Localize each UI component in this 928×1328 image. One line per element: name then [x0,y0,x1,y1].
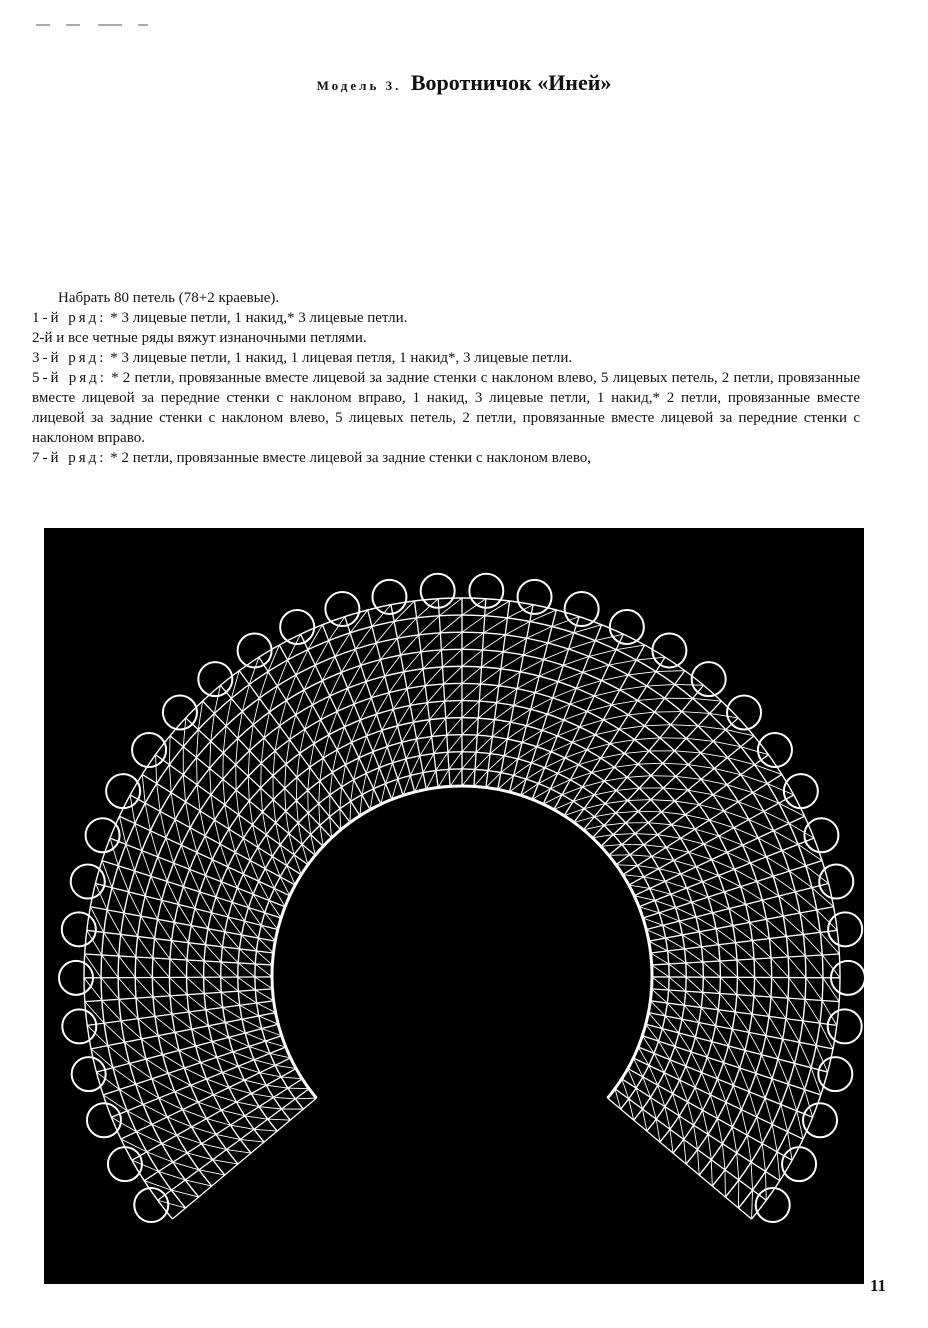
knitting-instructions [32,288,860,468]
cast-on-line: Набрать 80 петель (78+2 краевые). [58,290,280,306]
instruction-row-1: 1-й ряд: * 3 лицевые петли, 1 накид,* 3 лицевые петли. [32,310,408,326]
instruction-row-7: 7-й ряд: * 2 петли, провязанные вместе лицевой за задние стенки с наклоном влево, [32,450,592,466]
lace-collar-image [44,528,864,1284]
page-title [0,70,928,96]
instruction-row-2: 2-й и все четные ряды вяжут изнаночными петлями. [32,330,367,346]
lace-pattern [59,574,864,1222]
page-number: 11 [869,1276,886,1295]
collar-photo [44,528,864,1284]
instruction-row-3: 3-й ряд: * 3 лицевые петли, 1 накид, 1 лицевая петля, 1 накид*, 3 лицевые петли. [32,350,573,366]
collar-name: Воротничок «Иней» [410,70,612,95]
scan-marks [36,14,166,18]
instruction-row-5: 5-й ряд: * 2 петли, провязанные вместе лицевой за задние стенки с наклоном влево, 5 лицевых петель, 2 петли, провязанные вместе лицевой за передние стенки с наклоном вправо, 1 накид, 3 лицевые петли, 1 накид,* 2 петли, провязанные вместе лицевой за задние стенки с наклоном влево, 5 лицевых петель, 2 петли, провязанные вместе лицевой за передние стенки с наклоном вправо. [32,370,860,446]
model-label: Модель 3. [316,78,402,93]
